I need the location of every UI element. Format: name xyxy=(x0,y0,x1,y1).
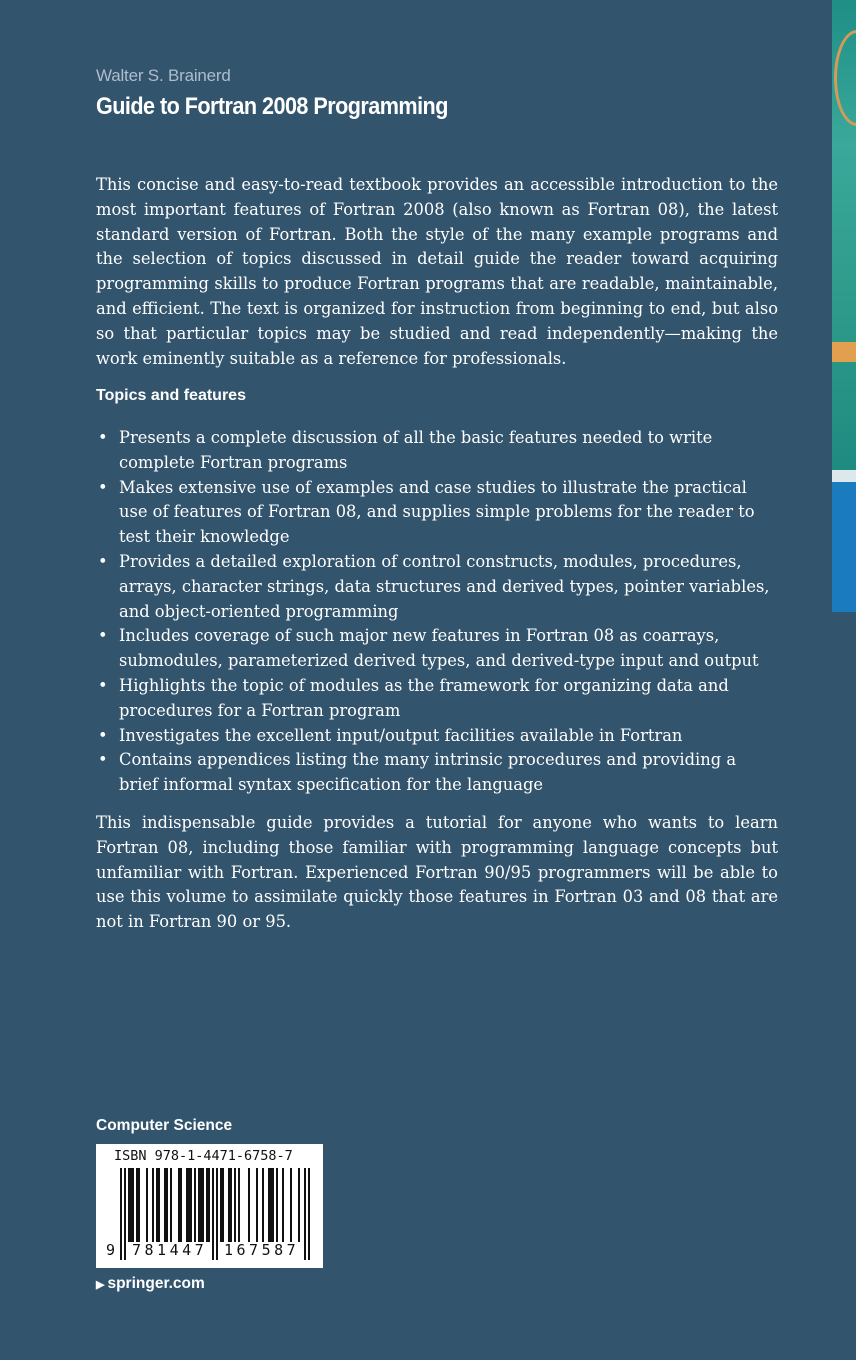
barcode-bar xyxy=(308,1168,310,1260)
barcode-bar xyxy=(120,1168,122,1260)
barcode-bar xyxy=(136,1168,138,1242)
barcode-bar xyxy=(304,1168,306,1260)
barcode-bar xyxy=(170,1168,172,1242)
barcode-right-digits: 167587 xyxy=(224,1241,300,1259)
barcode-bar xyxy=(256,1168,258,1242)
barcode-first-digit: 9 xyxy=(106,1241,116,1259)
barcode-bar xyxy=(178,1168,180,1242)
barcode-bar xyxy=(130,1168,132,1242)
list-item: • Presents a complete discussion of all the basic features needed to write complete Fortran programs xyxy=(96,426,778,476)
barcode-bar xyxy=(248,1168,250,1242)
topics-heading: Topics and features xyxy=(96,387,246,404)
barcode-bar xyxy=(138,1168,140,1242)
closing-paragraph: This indispensable guide provides a tutorial for anyone who wants to learn Fortran 08, including those familiar with programming language concepts but unfamiliar with Fortran. Experienced Fortran 90/95 programmers will be able to use this volume to assimilate quickly those features in Fortran 03 and 08 that are not in Fortran 90 or 95. xyxy=(96,813,778,932)
barcode-bar xyxy=(132,1168,134,1242)
barcode-bar xyxy=(152,1168,154,1242)
list-item: • Highlights the topic of modules as the framework for organizing data and procedures for a Fortran program xyxy=(96,674,778,724)
barcode-bar xyxy=(230,1168,232,1242)
barcode-bar xyxy=(234,1168,236,1242)
barcode-bar xyxy=(164,1168,166,1242)
list-item: • Investigates the excellent input/output facilities available in Fortran xyxy=(96,724,778,749)
list-item: • Provides a detailed exploration of control constructs, modules, procedures, arrays, character strings, data structures and derived types, pointer variables, and object-oriented programming xyxy=(96,550,778,624)
barcode-bar xyxy=(190,1168,192,1242)
barcode-bar xyxy=(272,1168,274,1242)
barcode-bar xyxy=(194,1168,196,1242)
barcode-bar xyxy=(216,1168,218,1260)
barcode-bar xyxy=(276,1168,278,1242)
barcode-bar xyxy=(200,1168,202,1242)
barcode-bar xyxy=(290,1168,292,1242)
barcode-bar xyxy=(238,1168,240,1242)
barcode-bar xyxy=(202,1168,204,1242)
barcode-bar xyxy=(166,1168,168,1242)
barcode-bar xyxy=(298,1168,300,1242)
barcode-left-digits: 781447 xyxy=(132,1241,208,1259)
barcode-bar xyxy=(158,1168,160,1242)
book-title: Guide to Fortran 2008 Programming xyxy=(96,93,448,120)
barcode-bar xyxy=(270,1168,272,1242)
barcode-bar xyxy=(220,1168,222,1242)
barcode-bar xyxy=(198,1168,200,1242)
barcode-bar xyxy=(188,1168,190,1242)
website-text: springer.com xyxy=(107,1275,205,1292)
intro-paragraph: This concise and easy-to-read textbook provides an accessible introduction to the most important features of Fortran 2008 (also known as Fortran 08), the latest standard version of Fortran. Both the style of the many example programs and the selection of topics discussed in detail guide the reader toward acquiring programming skills to produce Fortran programs that are readable, maintainable, and efficient. The text is organized for instruction from beginning to end, but also so that particular topics may be studied and read independently—making the work eminently suitable as a reference for professionals. xyxy=(96,175,778,368)
barcode-bar xyxy=(268,1168,270,1242)
topics-list xyxy=(96,426,778,798)
barcode-bar xyxy=(186,1168,188,1242)
isbn-barcode-box xyxy=(96,1144,323,1268)
barcode-bar xyxy=(262,1168,264,1242)
category-label: Computer Science xyxy=(96,1117,233,1134)
isbn-text: ISBN 978-1-4471-6758-7 xyxy=(114,1148,293,1164)
barcode-bar xyxy=(228,1168,230,1242)
barcode-bar xyxy=(180,1168,182,1242)
barcode-bar xyxy=(128,1168,130,1242)
play-arrow-icon: ▶ xyxy=(96,1279,105,1291)
website-link[interactable] xyxy=(96,1275,205,1293)
barcode-bar xyxy=(212,1168,214,1260)
barcode-bar xyxy=(146,1168,148,1242)
spine-artwork xyxy=(832,0,856,612)
barcode-bar xyxy=(222,1168,224,1242)
barcode-bar xyxy=(124,1168,126,1260)
barcode-bar xyxy=(156,1168,158,1242)
author-name: Walter S. Brainerd xyxy=(96,66,231,85)
list-item: • Contains appendices listing the many intrinsic procedures and providing a brief informal syntax specification for the language xyxy=(96,748,778,798)
barcode-bar xyxy=(282,1168,284,1242)
list-item: • Includes coverage of such major new features in Fortran 08 as coarrays, submodules, parameterized derived types, and derived-type input and output xyxy=(96,624,778,674)
barcode-bar xyxy=(208,1168,210,1242)
barcode-bar xyxy=(206,1168,208,1242)
list-item: • Makes extensive use of examples and case studies to illustrate the practical use of features of Fortran 08, and supplies simple problems for the reader to test their knowledge xyxy=(96,476,778,550)
